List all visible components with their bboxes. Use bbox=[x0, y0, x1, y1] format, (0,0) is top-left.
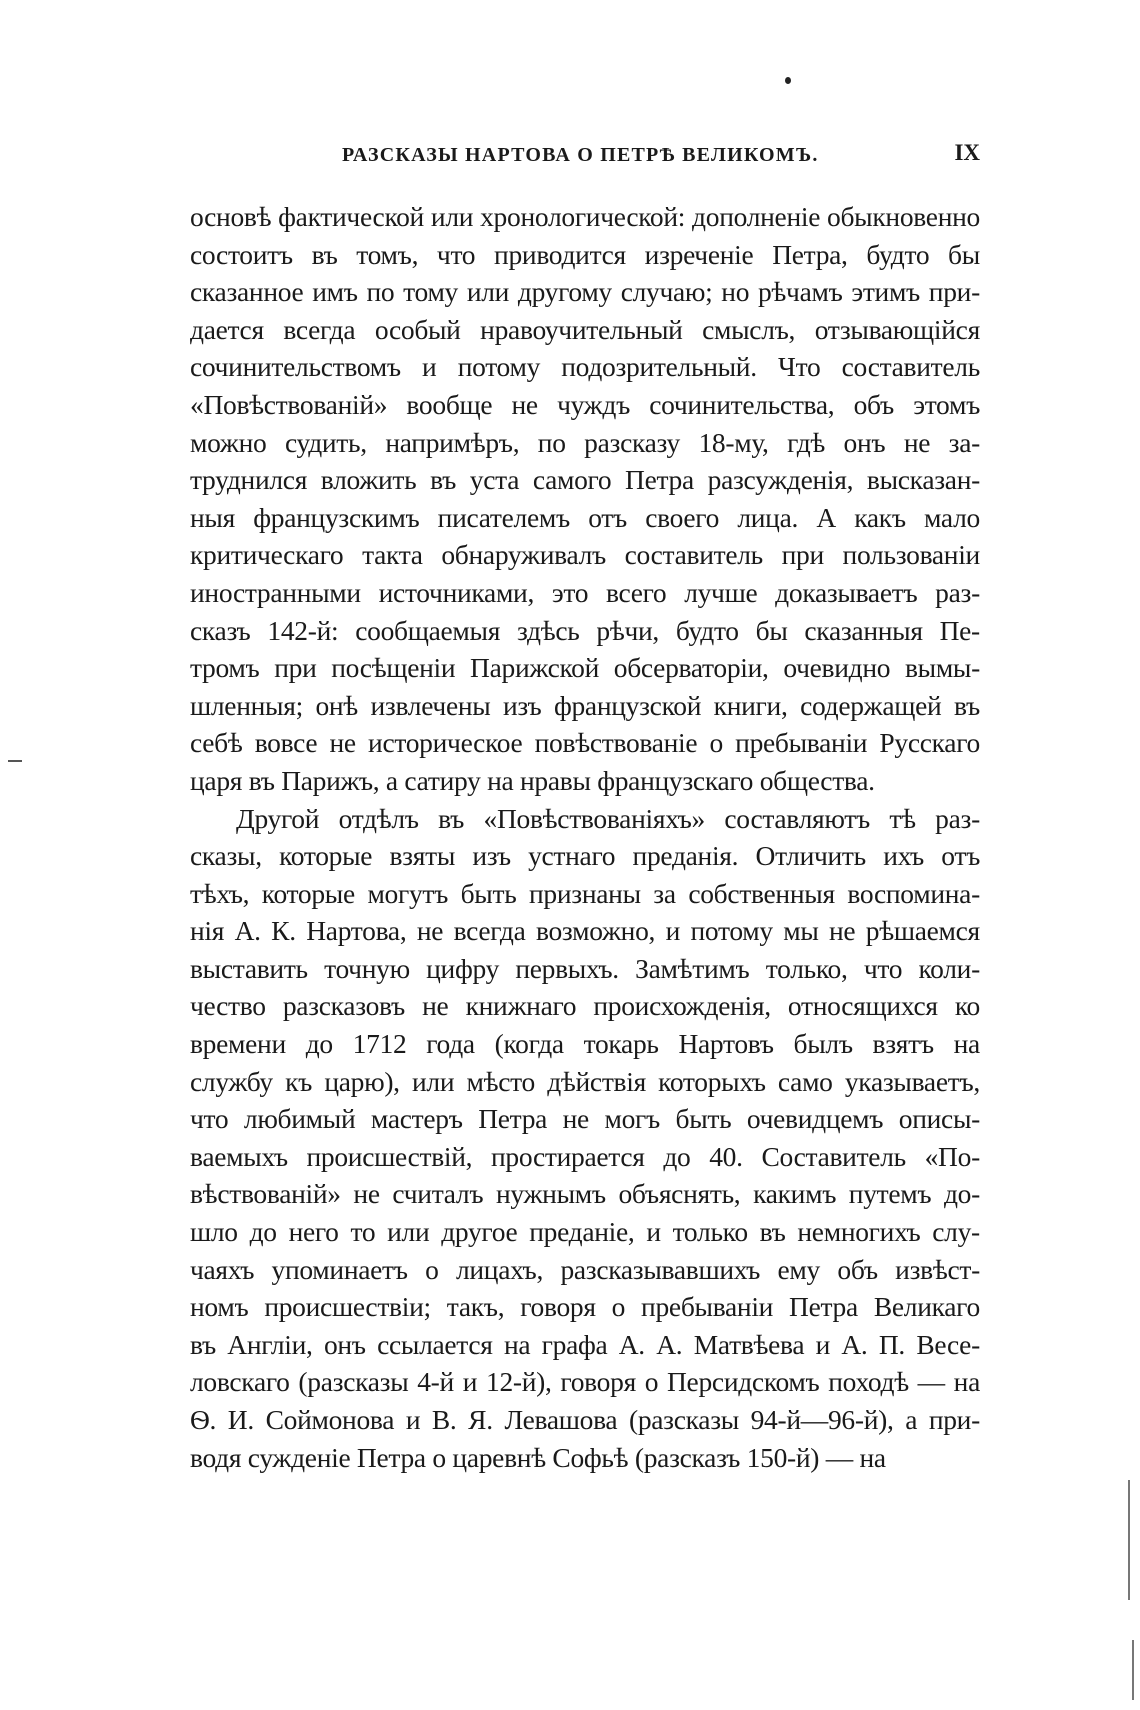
text-line: сказъ 142-й: сообщаемыя здѣсь рѣчи, будто бы сказанныя Пе- bbox=[190, 614, 980, 646]
text-line: сказанное имъ по тому или другому случаю; но рѣчамъ этимъ при- bbox=[190, 276, 980, 308]
right-edge-mark bbox=[1128, 1480, 1130, 1600]
text-line: чество разсказовъ не книжнаго происхожденія, относящихся ко bbox=[190, 990, 980, 1022]
text-line: можно судить, напримѣръ, по разсказу 18-му, гдѣ онъ не за- bbox=[190, 426, 980, 458]
text-line: шленныя; онѣ извлечены изъ французской книги, содержащей въ bbox=[190, 689, 980, 721]
text-line: выставить точную цифру первыхъ. Замѣтимъ только, что коли- bbox=[190, 952, 980, 984]
text-line: службу къ царю), или мѣсто дѣйствія которыхъ само указываетъ, bbox=[190, 1065, 980, 1097]
text-line: основѣ фактической или хронологической: дополненіе обыкновенно bbox=[190, 201, 980, 232]
text-line: себѣ вовсе не историческое повѣствованіе о пребываніи Русскаго bbox=[190, 727, 980, 759]
page-number: IX bbox=[954, 140, 980, 165]
text-line: шло до него то или другое преданіе, и только въ немногихъ слу- bbox=[190, 1216, 980, 1248]
running-head bbox=[190, 138, 980, 172]
ink-speck bbox=[785, 77, 791, 84]
text-line: «Повѣствованій» вообще не чуждъ сочинительства, объ этомъ bbox=[190, 388, 980, 420]
text-line: тѣхъ, которые могутъ быть признаны за собственныя воспомина- bbox=[190, 877, 980, 909]
text-line: Ѳ. И. Соймонова и В. Я. Левашова (разсказы 94-й—96-й), а при- bbox=[190, 1404, 980, 1435]
text-line: вѣствованій» не считалъ нужнымъ объяснять, какимъ путемъ до- bbox=[190, 1178, 980, 1210]
text-line: дается всегда особый нравоучительный смыслъ, отзывающійся bbox=[190, 313, 980, 345]
text-line: ныя французскимъ писателемъ отъ своего лица. А какъ мало bbox=[190, 501, 980, 533]
text-line: водя сужденіе Петра о царевнѣ Софьѣ (разсказъ 150-й) — на bbox=[190, 1441, 886, 1473]
text-line: состоитъ въ томъ, что приводится изреченіе Петра, будто бы bbox=[190, 238, 980, 270]
text-line: нія А. К. Нартова, не всегда возможно, и потому мы не рѣшаемся bbox=[190, 915, 980, 947]
text-line: царя въ Парижъ, а сатиру на нравы французскаго общества. bbox=[190, 764, 875, 796]
text-line: времени до 1712 года (когда токарь Нартовъ былъ взятъ на bbox=[190, 1028, 980, 1060]
text-line: сказы, которые взяты изъ устнаго преданія. Отличить ихъ отъ bbox=[190, 840, 980, 872]
text-line: что любимый мастеръ Петра не могъ быть очевидцемъ описы- bbox=[190, 1103, 980, 1135]
text-line: чаяхъ упоминаетъ о лицахъ, разсказывавшихъ ему объ извѣст- bbox=[190, 1253, 980, 1285]
text-line: ваемыхъ происшествій, простирается до 40. Составитель «По- bbox=[190, 1140, 980, 1172]
text-line: труднился вложить въ уста самого Петра разсужденія, высказан- bbox=[190, 464, 980, 496]
body-text bbox=[190, 198, 980, 1476]
text-line: тромъ при посѣщеніи Парижской обсерваторіи, очевидно вымы- bbox=[190, 652, 980, 684]
text-line: критическаго такта обнаруживалъ составитель при пользованіи bbox=[190, 539, 980, 571]
running-title: РАЗСКАЗЫ НАРТОВА О ПЕТРѢ ВЕЛИКОМЪ. bbox=[342, 144, 819, 166]
text-line: сочинительствомъ и потому подозрительный. Что составитель bbox=[190, 351, 980, 383]
text-line: ловскаго (разсказы 4-й и 12-й), говоря о Персидскомъ походѣ — на bbox=[190, 1366, 980, 1398]
text-line: Другой отдѣлъ въ «Повѣствованіяхъ» составляютъ тѣ раз- bbox=[236, 802, 980, 834]
text-line: иностранными источниками, это всего лучше доказываетъ раз- bbox=[190, 576, 980, 608]
right-edge-mark bbox=[1132, 1640, 1134, 1700]
margin-mark bbox=[8, 760, 22, 762]
text-line: номъ происшествіи; такъ, говоря о пребываніи Петра Великаго bbox=[190, 1291, 980, 1323]
text-line: въ Англіи, онъ ссылается на графа А. А. Матвѣева и А. П. Весе- bbox=[190, 1328, 980, 1360]
